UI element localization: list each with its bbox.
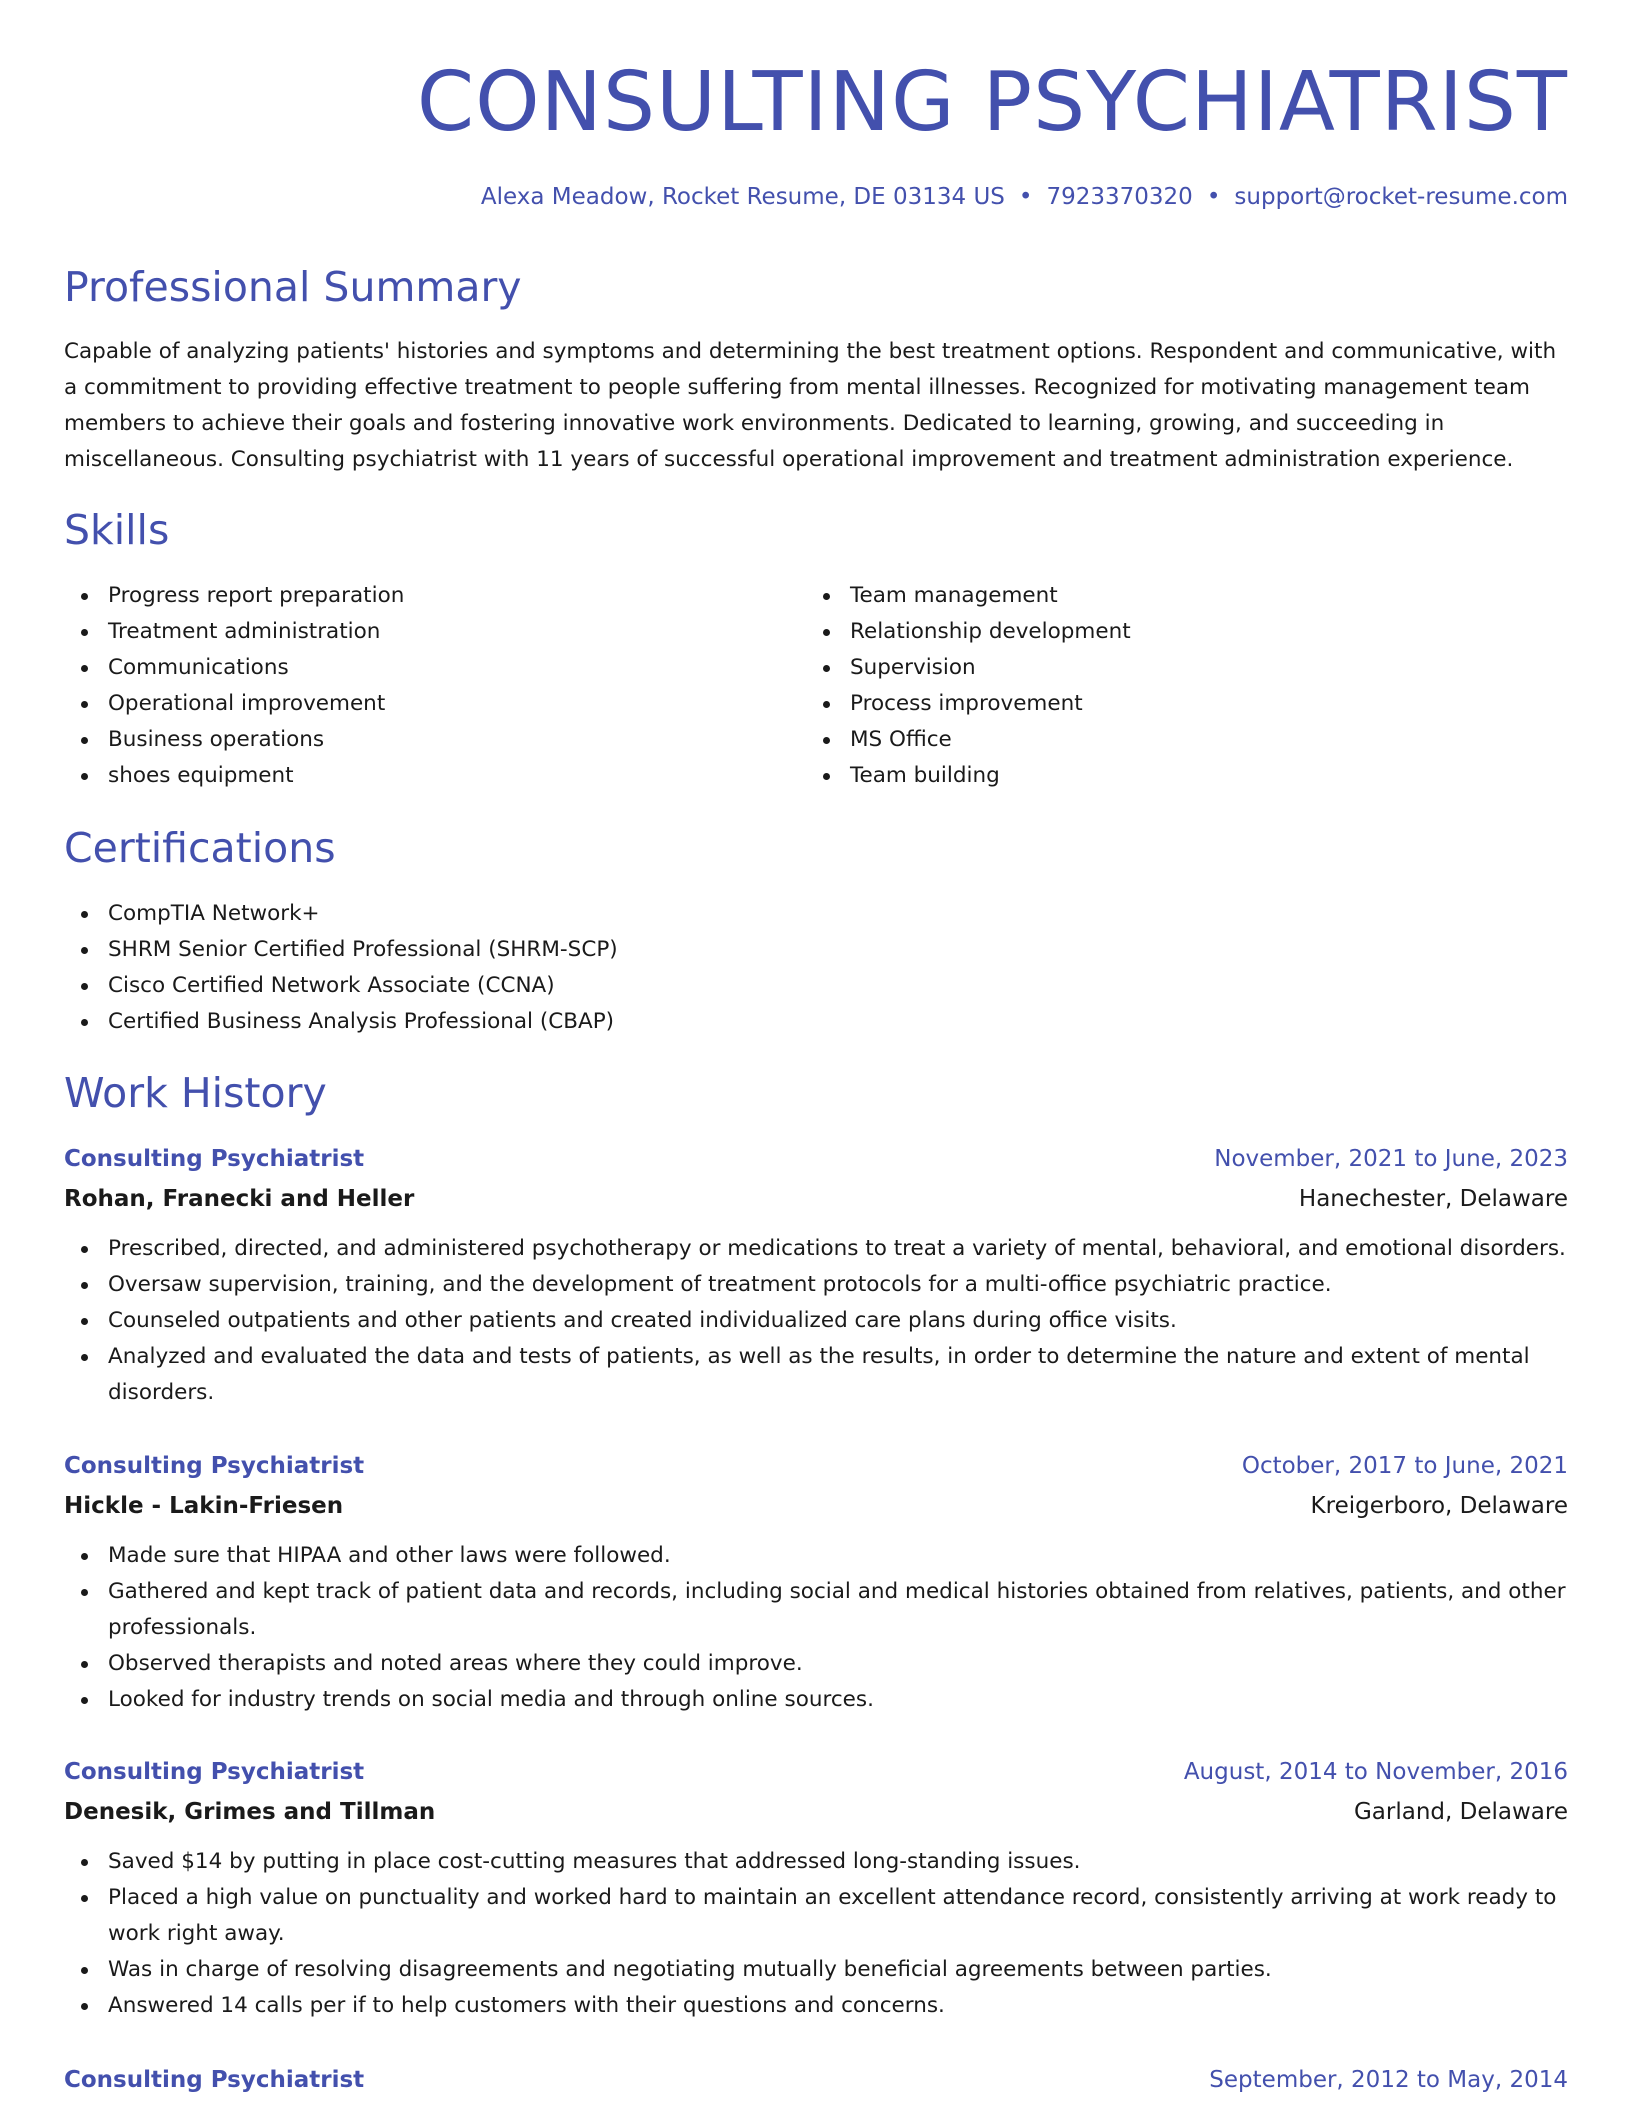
job-location: Hanechester, Delaware xyxy=(1298,1186,1568,1212)
list-item: Looked for industry trends on social media and through online sources. xyxy=(64,1682,1568,1718)
contact-email: support@rocket-resume.com xyxy=(1234,184,1568,210)
job-dates: October, 2017 to June, 2021 xyxy=(1241,1453,1568,1479)
list-item: Operational improvement xyxy=(64,686,804,722)
list-item: Progress report preparation xyxy=(64,578,804,614)
separator-dot: • xyxy=(1206,184,1221,210)
job-entry xyxy=(64,1754,1568,2024)
list-item: CompTIA Network+ xyxy=(64,896,1568,932)
list-item: Was in charge of resolving disagreements and negotiating mutually beneficial agreements between parties. xyxy=(64,1952,1568,1988)
job-bullets xyxy=(64,1844,1568,2024)
contact-line xyxy=(481,180,1568,214)
section-heading-summary: Professional Summary xyxy=(64,263,522,311)
skills-list-right xyxy=(806,578,1566,794)
job-title: Consulting Psychiatrist xyxy=(64,1146,365,1172)
certifications-list xyxy=(64,896,1568,1040)
list-item: Treatment administration xyxy=(64,614,804,650)
list-item: Communications xyxy=(64,650,804,686)
list-item: Analyzed and evaluated the data and tests of patients, as well as the results, in order to determine the nature and extent of mental disorders. xyxy=(64,1339,1568,1411)
list-item: shoes equipment xyxy=(64,758,804,794)
list-item: Answered 14 calls per if to help customers with their questions and concerns. xyxy=(64,1988,1568,2024)
list-item: Relationship development xyxy=(806,614,1566,650)
list-item: Saved $14 by putting in place cost-cutting measures that addressed long-standing issues. xyxy=(64,1844,1568,1880)
contact-address: Alexa Meadow, Rocket Resume, DE 03134 US xyxy=(480,184,1005,210)
section-heading-skills: Skills xyxy=(64,506,170,554)
list-item: Certified Business Analysis Professional (CBAP) xyxy=(64,1004,1568,1040)
job-company: Hickle - Lakin-Friesen xyxy=(64,1493,344,1519)
list-item: SHRM Senior Certified Professional (SHRM-SCP) xyxy=(64,932,1568,968)
separator-dot: • xyxy=(1018,184,1033,210)
list-item: Team building xyxy=(806,758,1566,794)
summary-text: Capable of analyzing patients' histories and symptoms and determining the best treatment options. Respondent and communicative, with a commitment to providing effective treatment to people suffering from mental illnesses. Recognized for motivating management team members to achieve their goals and fostering innovative work environments. Dedicated to learning, growing, and succeeding in miscellaneous. Consulting psychiatrist with 11 years of successful operational improvement and treatment administration experience. xyxy=(64,339,1557,472)
list-item: Made sure that HIPAA and other laws were followed. xyxy=(64,1538,1568,1574)
list-item: Business operations xyxy=(64,722,804,758)
list-item: Counseled outpatients and other patients and created individualized care plans during office visits. xyxy=(64,1303,1568,1339)
list-item: Prescribed, directed, and administered psychotherapy or medications to treat a variety of mental, behavioral, and emotional disorders. xyxy=(64,1231,1568,1267)
job-dates: August, 2014 to November, 2016 xyxy=(1183,1759,1568,1785)
job-company: Denesik, Grimes and Tillman xyxy=(64,1799,436,1825)
contact-phone: 7923370320 xyxy=(1046,184,1193,210)
job-title: Consulting Psychiatrist xyxy=(64,1759,365,1785)
job-title: Consulting Psychiatrist xyxy=(64,2067,365,2093)
list-item: Cisco Certified Network Associate (CCNA) xyxy=(64,968,1568,1004)
job-location: Kreigerboro, Delaware xyxy=(1310,1493,1568,1519)
section-heading-certifications: Certifications xyxy=(64,824,336,872)
list-item: Observed therapists and noted areas where they could improve. xyxy=(64,1646,1568,1682)
job-entry xyxy=(64,1141,1568,1411)
list-item: MS Office xyxy=(806,722,1566,758)
job-dates: November, 2021 to June, 2023 xyxy=(1214,1146,1568,1172)
job-bullets xyxy=(64,1231,1568,1411)
list-item: Supervision xyxy=(806,650,1566,686)
job-entry xyxy=(64,2062,1568,2102)
list-item: Team management xyxy=(806,578,1566,614)
skills-list-left xyxy=(64,578,804,794)
list-item: Placed a high value on punctuality and worked hard to maintain an excellent attendance record, consistently arriving at work ready to work right away. xyxy=(64,1880,1568,1952)
job-location: Garland, Delaware xyxy=(1353,1799,1568,1825)
list-item: Gathered and kept track of patient data and records, including social and medical histories obtained from relatives, patients, and other professionals. xyxy=(64,1574,1568,1646)
job-company: Rohan, Franecki and Heller xyxy=(64,1186,415,1212)
list-item: Process improvement xyxy=(806,686,1566,722)
resume-title: CONSULTING PSYCHIATRIST xyxy=(416,55,1568,150)
job-bullets xyxy=(64,1538,1568,1718)
job-dates: September, 2012 to May, 2014 xyxy=(1209,2067,1568,2093)
section-heading-work-history: Work History xyxy=(64,1069,327,1117)
list-item: Oversaw supervision, training, and the development of treatment protocols for a multi-office psychiatric practice. xyxy=(64,1267,1568,1303)
job-entry xyxy=(64,1448,1568,1718)
job-title: Consulting Psychiatrist xyxy=(64,1453,365,1479)
